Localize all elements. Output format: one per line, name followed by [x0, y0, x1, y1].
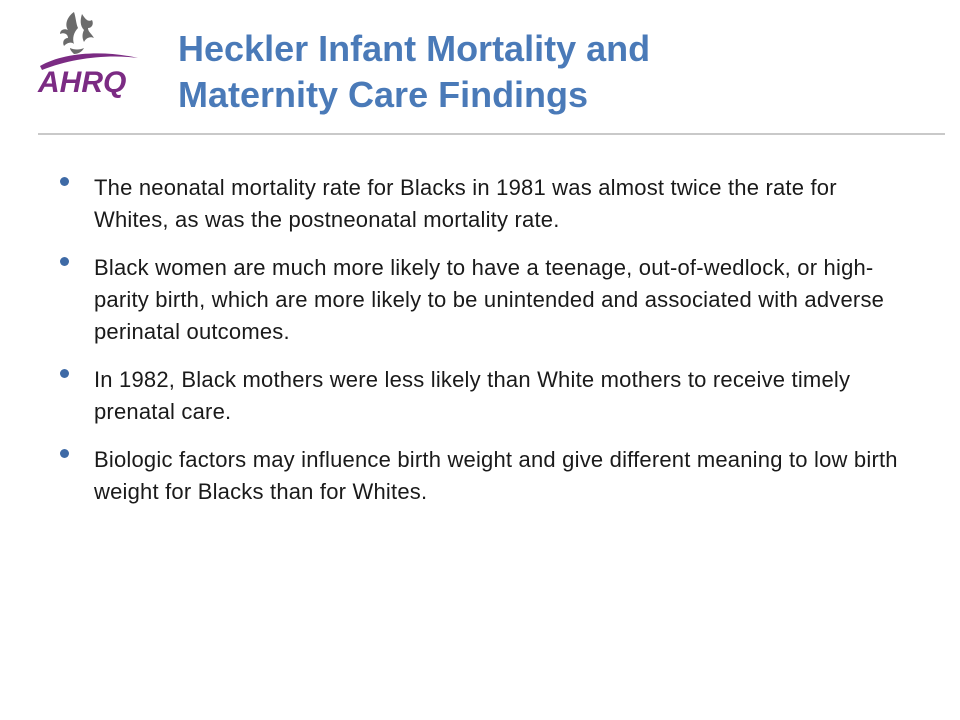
bullet-text: The neonatal mortality rate for Blacks in 1981 was almost twice the rate for Whites, as was the postneonatal mortality rate. — [94, 175, 837, 232]
bullet-marker-icon — [60, 369, 69, 378]
title-divider — [38, 133, 945, 135]
ahrq-logo — [34, 4, 144, 100]
bullet-item — [60, 444, 910, 508]
bullet-text: Black women are much more likely to have a teenage, out-of-wedlock, or high-parity birth, which are more likely to be unintended and associated with adverse perinatal outcomes. — [94, 255, 885, 344]
slide-title — [178, 26, 918, 118]
bullet-marker-icon — [60, 449, 69, 458]
svg-text:AHRQ: AHRQ — [38, 66, 127, 99]
bullet-item — [60, 364, 910, 428]
bullet-item — [60, 252, 910, 348]
bullet-marker-icon — [60, 257, 69, 266]
bullet-list — [60, 172, 910, 524]
bullet-text: In 1982, Black mothers were less likely than White mothers to receive timely prenatal care. — [94, 367, 851, 424]
title-line-1: Heckler Infant Mortality and — [178, 28, 651, 69]
title-line-2: Maternity Care Findings — [178, 74, 589, 115]
bullet-item — [60, 172, 910, 236]
bullet-text: Biologic factors may influence birth weight and give different meaning to low birth weight for Blacks than for Whites. — [94, 447, 898, 504]
hhs-eagle-icon — [34, 4, 144, 100]
bullet-marker-icon — [60, 177, 69, 186]
